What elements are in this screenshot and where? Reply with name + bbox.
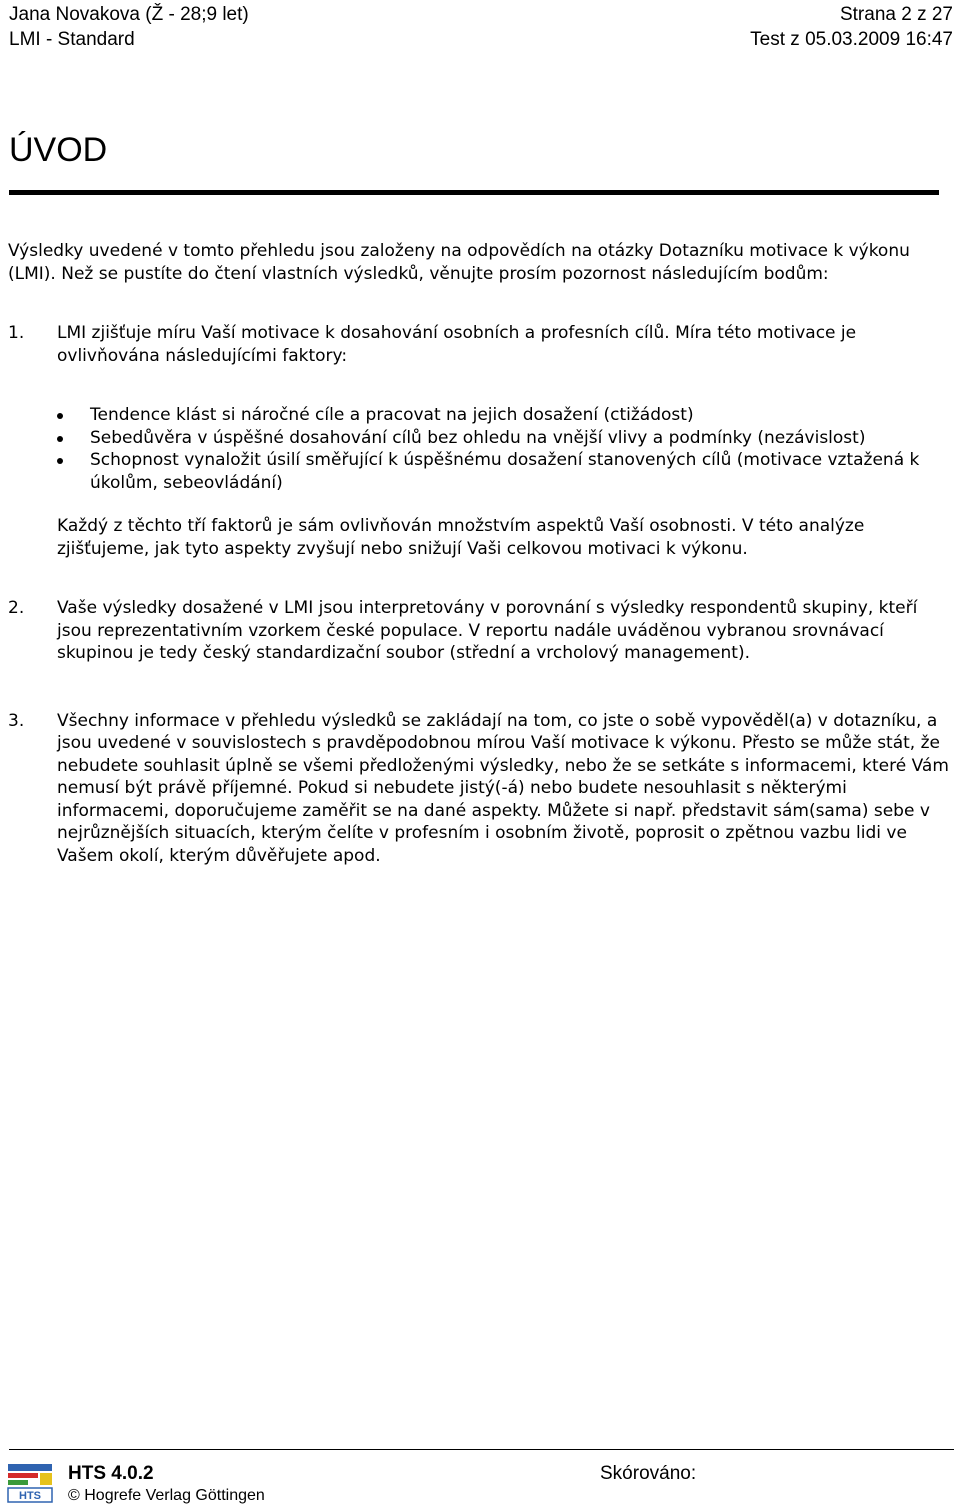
- logo-bar-blue: [8, 1464, 52, 1471]
- point-body: [57, 322, 956, 560]
- point-followup-text: Každý z těchto tří faktorů je sám ovlivňován množstvím aspektů Vaší osobnosti. V této analýze zjišťujeme, jak tyto aspekty zvyšují nebo snižují Vaši celkovou motivaci k výkonu.: [57, 516, 865, 559]
- point-3: [8, 710, 956, 868]
- point-1: [8, 322, 956, 560]
- point-text: Vaše výsledky dosažené v LMI jsou interpretovány v porovnání s výsledky respondentů skupiny, kteří jsou reprezentativním vzorkem české populace. V reportu nadále uváděnou vybranou srovnávací skupinou je tedy český standardizační soubor (střední a vrcholový management).: [57, 598, 918, 663]
- document-body: [8, 240, 956, 867]
- logo-bar-green: [8, 1480, 28, 1485]
- footer-product-info: [68, 1463, 265, 1506]
- factor-list: [57, 404, 956, 494]
- test-date: Test z 05.03.2009 16:47: [750, 29, 953, 50]
- product-version: HTS 4.0.2: [68, 1463, 154, 1484]
- point-text: LMI zjišťuje míru Vaší motivace k dosahování osobních a profesních cílů. Míra této motivace je ovlivňována následujícími faktory:: [57, 323, 857, 366]
- list-item: Sebedůvěra v úspěšné dosahování cílů bez ohledu na vnější vlivy a podmínky (nezávislost): [57, 427, 956, 450]
- point-text: Všechny informace v přehledu výsledků se zakládají na tom, co jste o sobě vypověděl(a) v dotazníku, a jsou uvedené v souvislostech s pravděpodobnou mírou Vaší motivace k výkonu. Přesto se může stát, že nebudete souhlasit úplně se všemi předloženými výsledky, nebo že se setkáte s informacemi, které Vám nemusí být právě příjemné. Pokud si nebudete jistý(-á) nebo budete nesouhlasit s některými informacemi, doporučujeme zaměřit se na dané aspekty. Můžete si např. představit sám(sama) sebe v nejrůznějších situacích, kterým čelíte v profesním i osobním životě, poprosit o zpětnou vazbu lidi ve Vašem okolí, kterým důvěřujete apod.: [57, 710, 949, 866]
- header-row-top: [9, 2, 953, 27]
- point-2: [8, 597, 956, 665]
- page-title: ÚVOD: [9, 131, 108, 169]
- logo-bar-red: [8, 1473, 38, 1478]
- test-name: LMI - Standard: [9, 29, 135, 50]
- page-header: [9, 2, 953, 52]
- list-item: Tendence klást si náročné cíle a pracovat na jejich dosažení (ctižádost): [57, 404, 956, 427]
- list-item: Schopnost vynaložit úsilí směřující k úspěšnému dosažení stanovených cílů (motivace vztažená k úkolům, sebeovládání): [57, 449, 956, 494]
- intro-paragraph: Výsledky uvedené v tomto přehledu jsou založeny na odpovědích na otázky Dotazníku motivace k výkonu (LMI). Než se pustíte do čtení vlastních výsledků, věnujte prosím pozornost následujícím bodům:: [8, 241, 910, 284]
- score-label: Skórováno:: [600, 1463, 697, 1484]
- title-divider: [9, 190, 939, 195]
- point-number: 1.: [8, 323, 25, 343]
- header-row-bottom: [9, 27, 953, 52]
- logo-text: HTS: [19, 1490, 41, 1502]
- page-number: Strana 2 z 27: [839, 4, 953, 25]
- point-number: 2.: [8, 598, 25, 618]
- point-body: [57, 597, 956, 665]
- footer-divider: [9, 1449, 954, 1450]
- logo-bar-yellow: [40, 1473, 52, 1485]
- publisher-copyright: © Hogrefe Verlag Göttingen: [68, 1487, 265, 1504]
- hts-logo: [6, 1462, 54, 1504]
- point-number: 3.: [8, 710, 25, 731]
- person-info: Jana Novakova (Ž - 28;9 let): [9, 4, 249, 25]
- point-body: [57, 710, 956, 868]
